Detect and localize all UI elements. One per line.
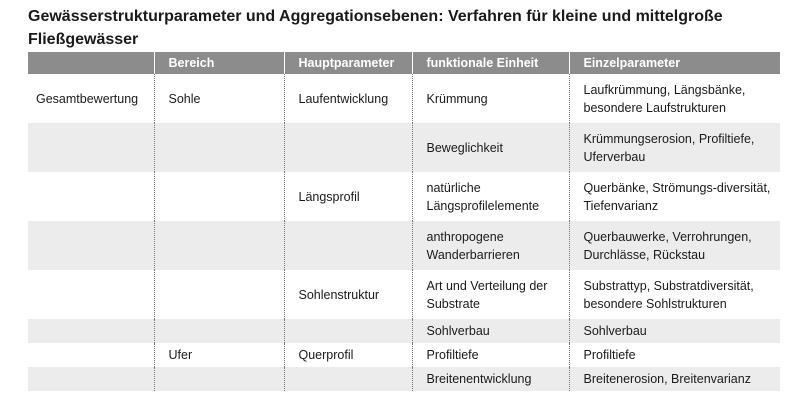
table-cell: Sohle xyxy=(154,74,284,123)
table-cell: Sohlenstruktur xyxy=(284,270,412,319)
parameter-table xyxy=(28,52,780,391)
table-row xyxy=(28,221,780,270)
table-cell xyxy=(154,123,284,172)
table-cell: Substrattyp, Substratdiversität, besondere Sohlstrukturen xyxy=(569,270,780,319)
table-cell: Laufentwicklung xyxy=(284,74,412,123)
table-cell xyxy=(284,221,412,270)
table-cell xyxy=(284,367,412,391)
table-cell: Querbauwerke, Verrohrungen, Durchlässe, Rückstau xyxy=(569,221,780,270)
header-cell: funktionale Einheit xyxy=(412,52,569,74)
table-cell: Profiltiefe xyxy=(412,343,569,367)
table-cell xyxy=(154,270,284,319)
table-cell: Längsprofil xyxy=(284,172,412,221)
table-cell xyxy=(284,123,412,172)
table-cell: Sohlverbau xyxy=(569,319,780,343)
table-cell xyxy=(28,172,154,221)
table-cell xyxy=(154,221,284,270)
table-cell xyxy=(28,319,154,343)
table-row xyxy=(28,270,780,319)
table-cell: Ufer xyxy=(154,343,284,367)
table-cell xyxy=(154,367,284,391)
header-cell: Bereich xyxy=(154,52,284,74)
table-cell xyxy=(284,319,412,343)
table-row xyxy=(28,74,780,123)
table-cell xyxy=(28,270,154,319)
table-row xyxy=(28,123,780,172)
header-cell: Einzelparameter xyxy=(569,52,780,74)
table-cell: Querbänke, Strömungs-diversität, Tiefenvarianz xyxy=(569,172,780,221)
table-cell xyxy=(28,221,154,270)
table-cell xyxy=(28,123,154,172)
table-cell: Art und Verteilung der Substrate xyxy=(412,270,569,319)
table-cell: Beweglichkeit xyxy=(412,123,569,172)
table-row xyxy=(28,319,780,343)
table-cell: Querprofil xyxy=(284,343,412,367)
table-cell xyxy=(28,343,154,367)
table-cell: Laufkrümmung, Längsbänke, besondere Laufstrukturen xyxy=(569,74,780,123)
table-cell: Breitenerosion, Breitenvarianz xyxy=(569,367,780,391)
table-cell: Krümmung xyxy=(412,74,569,123)
table-cell xyxy=(154,172,284,221)
header-cell: Hauptparameter xyxy=(284,52,412,74)
table-row xyxy=(28,367,780,391)
table-cell: Krümmungserosion, Profiltiefe, Uferverbau xyxy=(569,123,780,172)
table-header-row xyxy=(28,52,780,74)
table-cell: Sohlverbau xyxy=(412,319,569,343)
page-title: Gewässerstrukturparameter und Aggregationsebenen: Verfahren für kleine und mittelgroße Fließgewässer xyxy=(28,8,723,48)
table-cell: Profiltiefe xyxy=(569,343,780,367)
table-cell: Breitenentwicklung xyxy=(412,367,569,391)
table-cell: anthropogene Wanderbarrieren xyxy=(412,221,569,270)
table-cell xyxy=(154,319,284,343)
table-cell: Gesamtbewertung xyxy=(36,91,139,106)
table-row xyxy=(28,172,780,221)
header-cell xyxy=(28,52,154,74)
table-row xyxy=(28,343,780,367)
table-cell: natürliche Längsprofilelemente xyxy=(412,172,569,221)
table-cell xyxy=(28,367,154,391)
